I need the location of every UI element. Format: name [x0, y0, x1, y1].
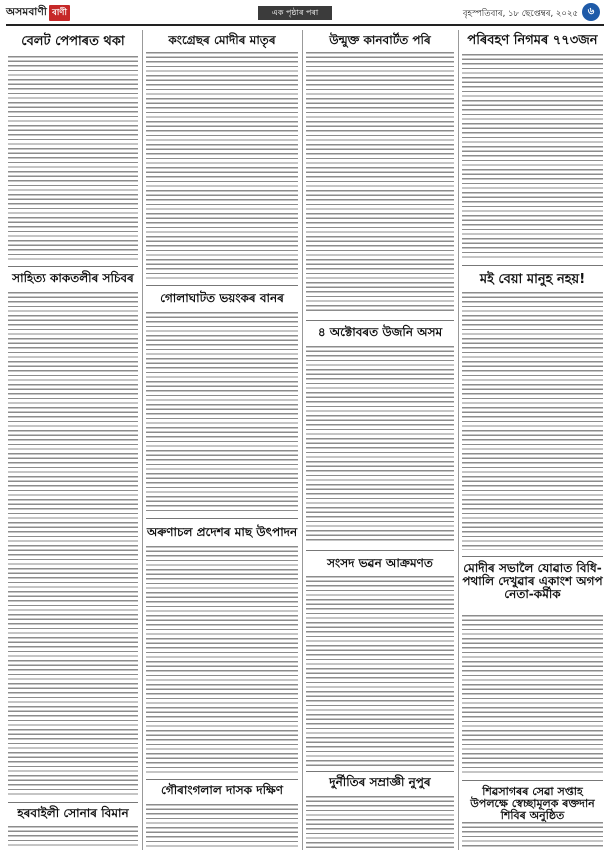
article-divider	[306, 550, 454, 551]
article-culvert	[306, 34, 454, 47]
article-headline: কংগ্ৰেছৰ মোদীৰ মাতৃৰ	[168, 33, 276, 47]
article-headline: উন্মুক্ত কানবাৰ্টত পৰি	[329, 33, 431, 47]
article-divider	[462, 780, 603, 781]
column-divider	[302, 30, 303, 850]
article-headline: শিৱসাগৰৰ সেৱা সপ্তাহ উপলক্ষে স্বেচ্ছামূলক ৰক্তদান শিবিৰ অনুষ্ঠিত	[470, 785, 595, 823]
article-body-placeholder	[146, 546, 298, 774]
article-body-placeholder	[8, 826, 138, 848]
article-body-placeholder	[306, 52, 454, 314]
article-headline: দুৰ্নীতিৰ সম্ৰাজ্ঞী নুপুৰ	[329, 775, 431, 789]
column-1	[8, 30, 138, 850]
article-congress	[146, 34, 298, 47]
page-number-badge: ৬	[582, 3, 600, 21]
column-2	[146, 30, 298, 850]
logo-word: অসমবাণী	[6, 5, 48, 18]
article-harbaili	[8, 807, 138, 820]
column-divider	[142, 30, 143, 850]
article-blood-donation	[462, 786, 603, 822]
newspaper-logo	[6, 6, 70, 20]
article-divider	[146, 285, 298, 286]
logo-box: বাণী	[49, 5, 70, 21]
article-body-placeholder	[306, 576, 454, 766]
article-body-placeholder	[462, 615, 603, 775]
article-arunachal	[146, 526, 298, 539]
article-divider	[306, 771, 454, 772]
article-body-placeholder	[306, 796, 454, 848]
article-body-placeholder	[146, 312, 298, 512]
article-gourangalal	[146, 784, 298, 797]
article-ballot	[8, 35, 138, 49]
article-divider	[8, 266, 138, 267]
article-body-placeholder	[462, 292, 603, 550]
article-nupur	[306, 776, 454, 789]
article-headline: সাহিত্য কাকতলীৰ সচিবৰ	[12, 271, 134, 285]
article-divider	[462, 265, 603, 266]
article-body-placeholder	[462, 54, 603, 260]
article-golaghat	[146, 292, 298, 305]
column-4	[462, 30, 603, 850]
article-headline: পৰিবহণ নিগমৰ ৭৭৩জন	[467, 33, 598, 48]
article-divider	[146, 518, 298, 519]
article-transport	[462, 34, 603, 48]
article-headline: মোদীৰ সভালৈ যোৱাত বিধি-পথালি দেখুৱাৰ একাংশ অগপ নেতা-কৰ্মীক	[462, 561, 603, 602]
article-divider	[146, 779, 298, 780]
article-body-placeholder	[462, 822, 603, 848]
section-tab: এক পৃষ্ঠাৰ পৰা	[258, 6, 332, 20]
article-headline: গৌৰাংগলাল দাসক দক্ষিণ	[161, 783, 283, 797]
article-body-placeholder	[306, 346, 454, 544]
article-headline: বেলট পেপাৰত থকা	[21, 34, 125, 49]
header-rule	[6, 24, 604, 26]
article-headline: হৰবাইলী সোনাৰ বিমান	[17, 806, 129, 820]
column-divider	[458, 30, 459, 850]
article-modi-rally	[462, 562, 603, 602]
article-parliament	[306, 557, 454, 570]
article-headline: গোলাঘাটত ভয়ংকৰ বানৰ	[160, 291, 284, 305]
pull-quote: মই বেয়া মানুহ নহয়!	[479, 272, 586, 287]
article-divider	[462, 556, 603, 557]
article-headline: সংসদ ভৱন আক্ৰমণত	[327, 556, 433, 570]
article-ujani-asom	[306, 326, 454, 339]
article-divider	[306, 320, 454, 321]
article-headline: অৰুণাচল প্ৰদেশৰ মাছ উৎপাদন	[146, 525, 298, 539]
article-body-placeholder	[146, 804, 298, 848]
article-quote	[462, 270, 603, 291]
column-3	[306, 30, 454, 850]
article-body-placeholder	[146, 52, 298, 280]
article-body-placeholder	[8, 56, 138, 261]
article-sahitya	[8, 272, 138, 285]
article-divider	[8, 802, 138, 803]
article-body-placeholder	[8, 292, 138, 797]
page-header	[0, 0, 610, 28]
header-date: বৃহস্পতিবাৰ, ১৮ ছেপ্তেম্বৰ, ২০২৫	[462, 9, 578, 19]
article-headline: ৪ অক্টোবৰত উজনি অসম	[317, 325, 443, 339]
